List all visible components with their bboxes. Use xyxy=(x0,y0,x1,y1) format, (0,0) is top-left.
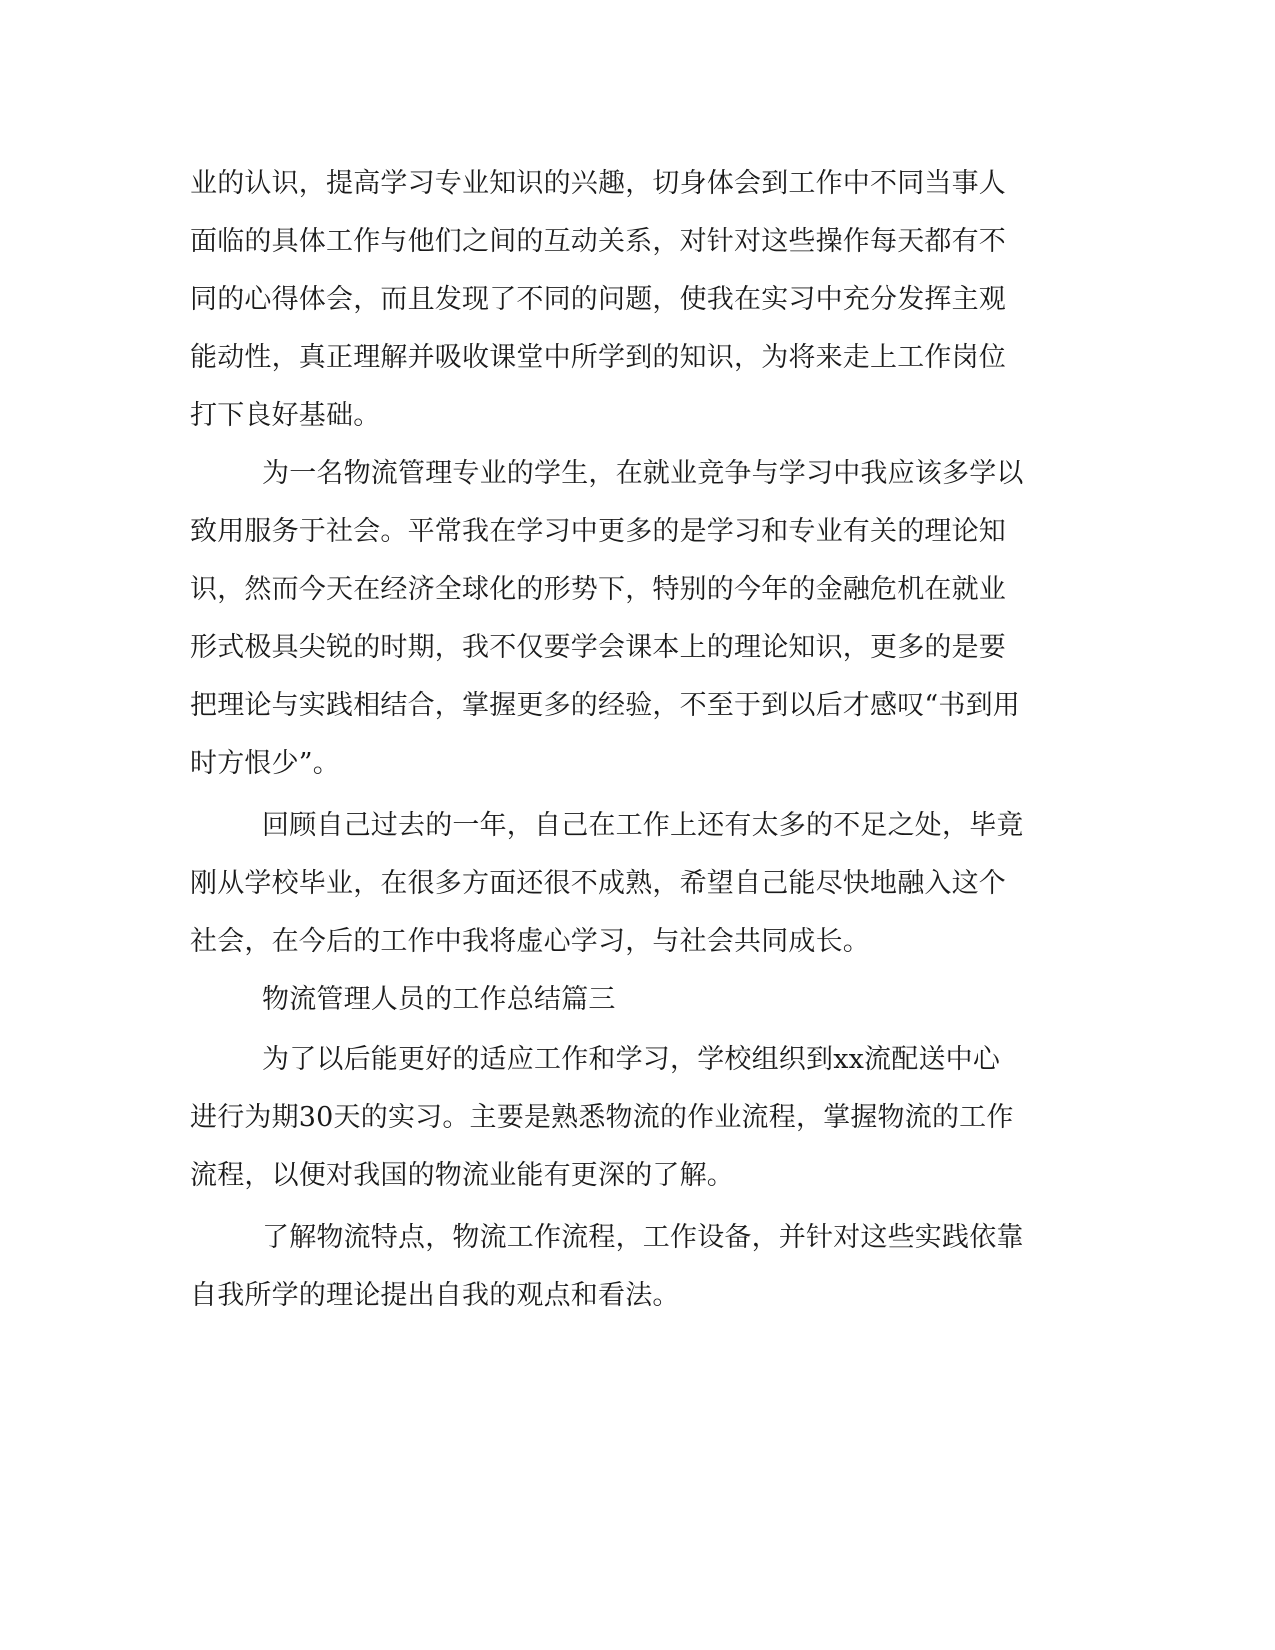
text-line: 能动性，真正理解并吸收课堂中所学到的知识，为将来走上工作岗位 xyxy=(190,342,1006,373)
text-line: 回顾自己过去的一年，自己在工作上还有太多的不足之处，毕竟 xyxy=(262,810,1024,841)
text-line: 面临的具体工作与他们之间的互动关系，对针对这些操作每天都有不 xyxy=(190,226,1006,257)
text-line: 为一名物流管理专业的学生，在就业竞争与学习中我应该多学以 xyxy=(262,458,1024,489)
text-line: 形式极具尖锐的时期，我不仅要学会课本上的理论知识，更多的是要 xyxy=(190,632,1006,663)
text-line: 为了以后能更好的适应工作和学习，学校组织到xx流配送中心 xyxy=(262,1044,1001,1075)
text-line: 刚从学校毕业，在很多方面还很不成熟，希望自己能尽快地融入这个 xyxy=(190,868,1006,899)
text-line: 把理论与实践相结合，掌握更多的经验，不至于到以后才感叹“书到用 xyxy=(190,690,1021,721)
text-line: 时方恨少”。 xyxy=(190,748,341,779)
text-line: 打下良好基础。 xyxy=(190,400,381,431)
text-line: 社会，在今后的工作中我将虚心学习，与社会共同成长。 xyxy=(190,926,870,957)
text-line: 流程，以便对我国的物流业能有更深的了解。 xyxy=(190,1160,734,1191)
text-line: 进行为期30天的实习。主要是熟悉物流的作业流程，掌握物流的工作 xyxy=(190,1102,1014,1133)
text-line: 业的认识，提高学习专业知识的兴趣，切身体会到工作中不同当事人 xyxy=(190,168,1006,199)
text-line: 识，然而今天在经济全球化的形势下，特别的今年的金融危机在就业 xyxy=(190,574,1006,605)
section-heading: 物流管理人员的工作总结篇三 xyxy=(262,984,616,1015)
text-line: 了解物流特点，物流工作流程，工作设备，并针对这些实践依靠 xyxy=(262,1222,1024,1253)
text-line: 自我所学的理论提出自我的观点和看法。 xyxy=(190,1280,680,1311)
text-line: 同的心得体会，而且发现了不同的问题，使我在实习中充分发挥主观 xyxy=(190,284,1006,315)
text-line: 致用服务于社会。平常我在学习中更多的是学习和专业有关的理论知 xyxy=(190,516,1006,547)
